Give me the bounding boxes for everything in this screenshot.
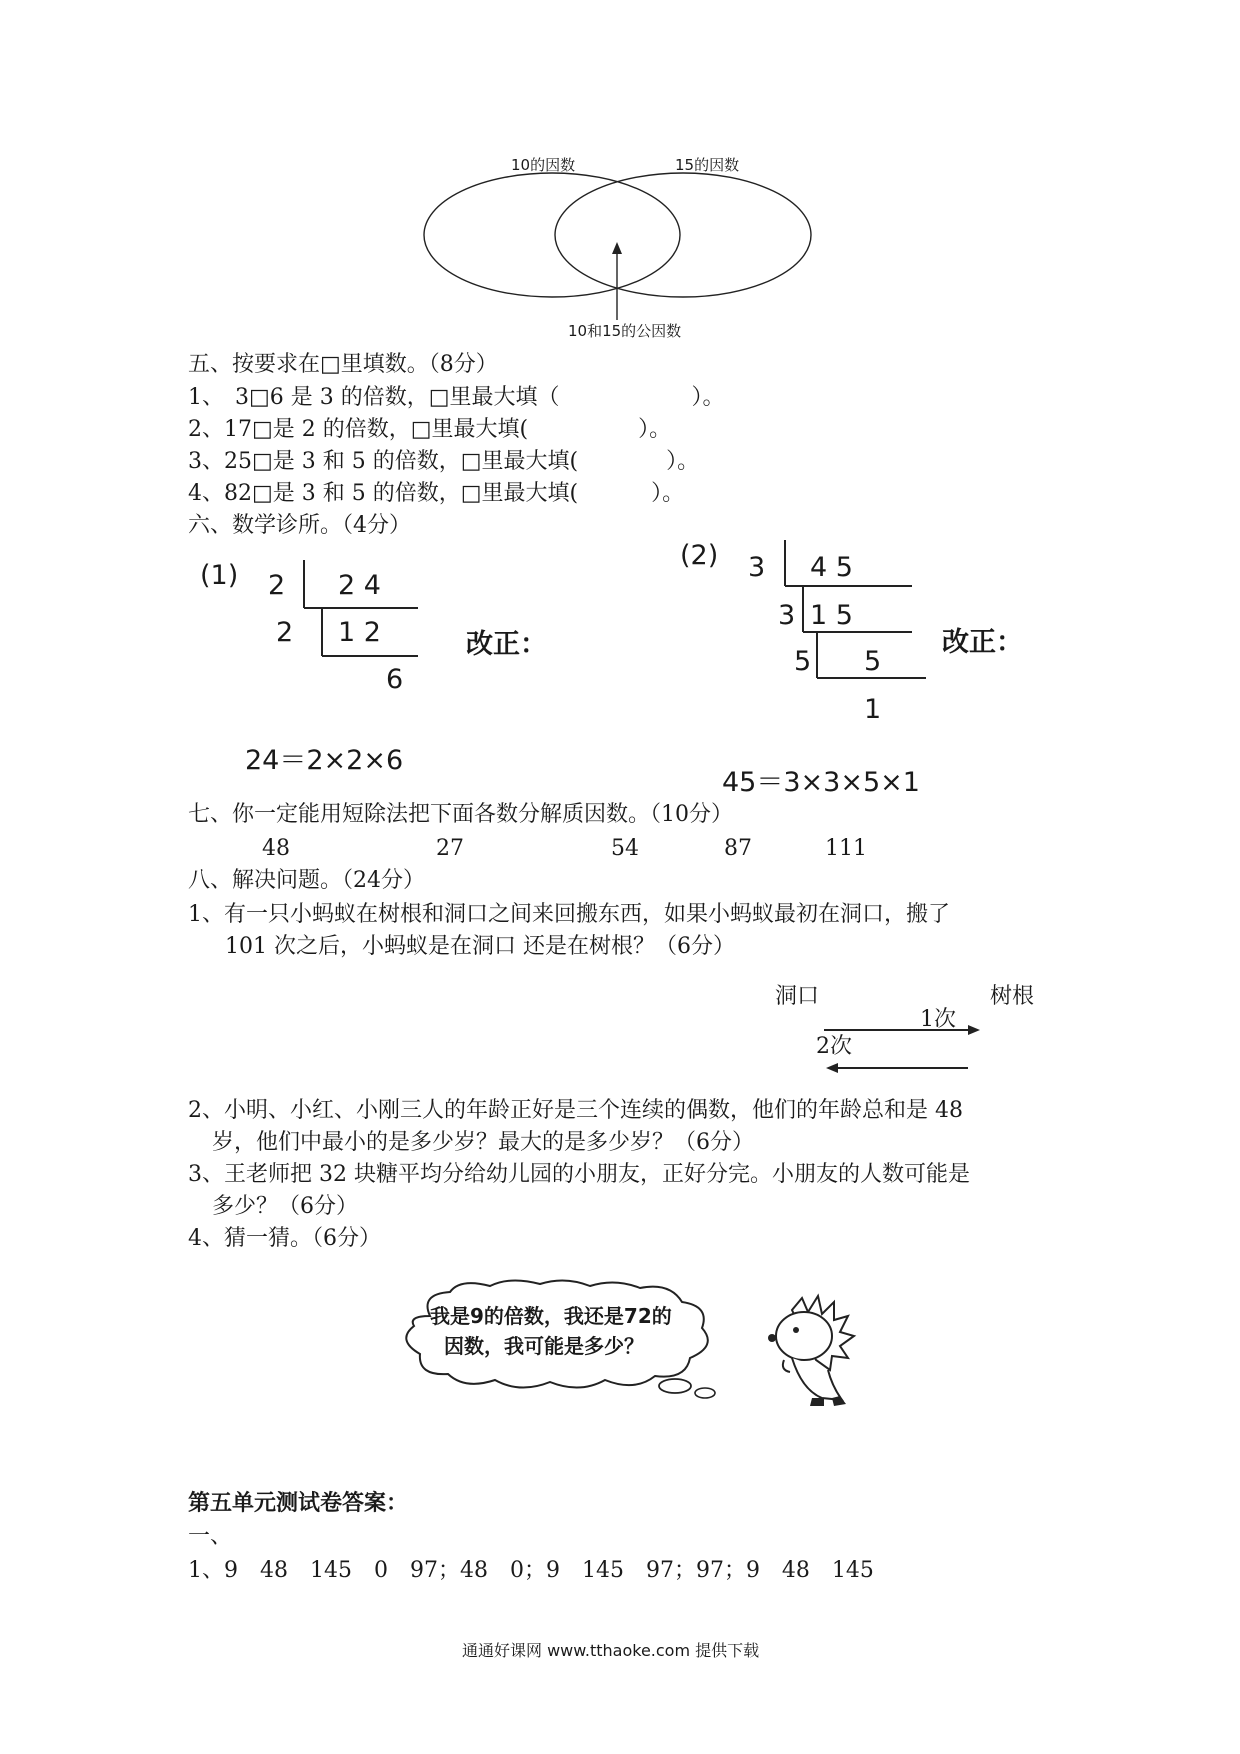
section5-title: 五、按要求在□里填数。（8分）	[188, 352, 498, 377]
venn-left-label: 10的因数	[511, 156, 576, 174]
answers-title: 第五单元测试卷答案：	[188, 1490, 409, 1516]
venn-right-label: 15的因数	[675, 156, 740, 174]
section7-number-3: 54	[611, 836, 639, 861]
section5-item-3: 3、25□是 3 和 5 的倍数，□里最大填( ）。	[188, 449, 700, 474]
diagram-right-label: 树根	[990, 984, 1035, 1009]
bubble-text-line2: 因数，我可能是多少？	[444, 1334, 644, 1358]
problem-2-equation: 45＝3×3×5×1	[722, 767, 920, 798]
diagram-arrows	[820, 1020, 990, 1080]
hedgehog-icon	[752, 1290, 872, 1410]
problem-2-result: 1	[864, 694, 882, 725]
section8-q2-line1: 2、小明、小红、小刚三人的年龄正好是三个连续的偶数，他们的年龄总和是 48	[188, 1098, 963, 1123]
problem-2-divisor1: 3	[748, 552, 766, 583]
diagram-second-trip-label: 2次	[816, 1034, 852, 1059]
section8-q3-line2: 多少？（6分）	[212, 1194, 358, 1219]
section7-number-5: 111	[825, 836, 867, 861]
problem-1-dividend: 2 4	[338, 570, 381, 601]
venn-left-ellipse	[424, 173, 680, 297]
problem-1-divisor1: 2	[268, 570, 286, 601]
diagram-first-trip-label: 1次	[920, 1007, 956, 1032]
problem-2-fix-label: 改正：	[942, 627, 1023, 658]
problem-2-divisor2: 3	[778, 600, 796, 631]
problem-1-equation: 24＝2×2×6	[245, 745, 404, 776]
section8-q2-line2: 岁，他们中最小的是多少岁？最大的是多少岁？（6分）	[212, 1130, 754, 1155]
venn-right-ellipse	[555, 173, 811, 297]
venn-arrow-head	[612, 242, 622, 254]
problem-1-division-lines	[300, 560, 430, 670]
section8-q1-line1: 1、有一只小蚂蚁在树根和洞口之间来回搬东西，如果小蚂蚁最初在洞口，搬了	[188, 902, 950, 927]
section8-q3-line1: 3、王老师把 32 块糖平均分给幼儿园的小朋友，正好分完。小朋友的人数可能是	[188, 1162, 970, 1187]
problem-2-label: (2)	[680, 540, 719, 571]
problem-2-dividend: 4 5	[810, 552, 853, 583]
section7-number-2: 27	[436, 836, 464, 861]
answers-sub: 一、	[188, 1524, 233, 1549]
section5-item-4: 4、82□是 3 和 5 的倍数，□里最大填( ）。	[188, 481, 685, 506]
section5-item-1: 1、 3□6 是 3 的倍数，□里最大填（ ）。	[188, 385, 725, 410]
problem-1-result: 6	[386, 664, 404, 695]
section7-number-4: 87	[724, 836, 752, 861]
problem-1-fix-label: 改正：	[466, 629, 547, 660]
problem-1-label: (1)	[200, 560, 239, 591]
section6-title: 六、数学诊所。（4分）	[188, 513, 411, 538]
problem-1-divisor2: 2	[276, 617, 294, 648]
diagram-left-label: 洞口	[775, 984, 820, 1009]
venn-bottom-label: 10和15的公因数	[568, 322, 682, 340]
problem-2-quotient1: 1 5	[810, 600, 853, 631]
section5-item-2: 2、17□是 2 的倍数，□里最大填( ）。	[188, 417, 672, 442]
problem-1-quotient1: 1 2	[338, 617, 381, 648]
answers-line-1: 1、9 48 145 0 97；48 0；9 145 97；97；9 48 145	[188, 1558, 874, 1583]
problem-2-divisor3: 5	[794, 646, 812, 677]
section8-q1-line2: 101 次之后，小蚂蚁是在洞口 还是在树根？（6分）	[225, 934, 735, 959]
section8-q4: 4、猜一猜。（6分）	[188, 1226, 381, 1251]
section7-number-1: 48	[262, 836, 290, 861]
footer: 通通好课网 www.tthaoke.com 提供下载	[462, 1641, 760, 1660]
bubble-text-line1: 我是9的倍数，我还是72的	[430, 1304, 672, 1328]
problem-2-quotient2: 5	[864, 646, 882, 677]
section8-title: 八、解决问题。（24分）	[188, 868, 425, 893]
problem-2-division-lines	[780, 540, 940, 690]
section7-title: 七、你一定能用短除法把下面各数分解质因数。（10分）	[188, 802, 733, 827]
